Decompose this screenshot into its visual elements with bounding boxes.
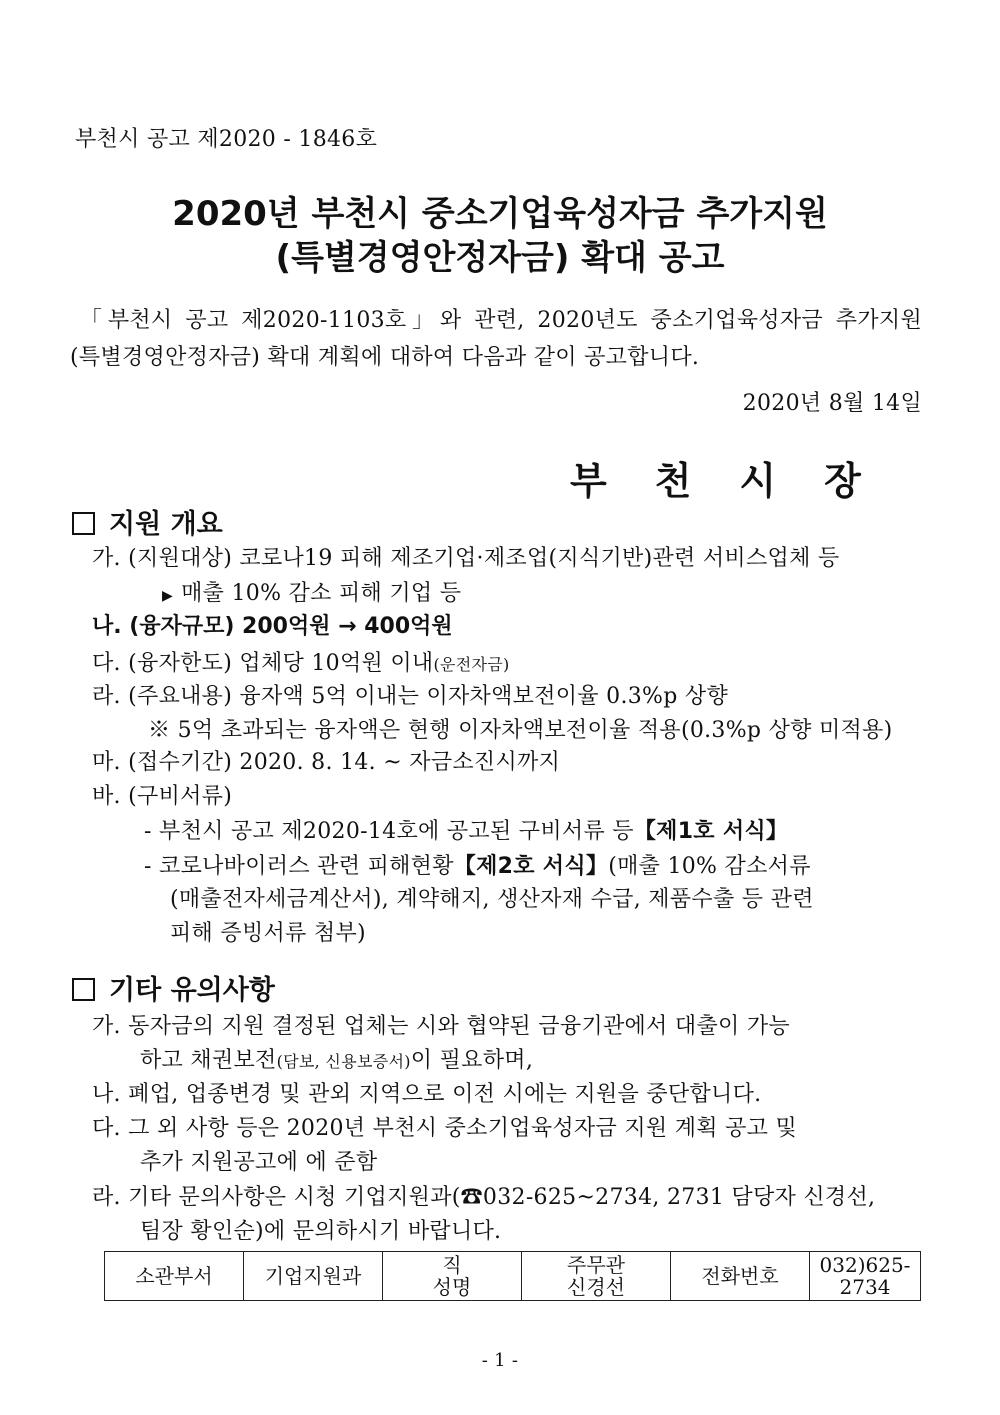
note-ga-line2-end: 이 필요하며, <box>410 1048 534 1073</box>
position-name-value-cell <box>522 1252 671 1301</box>
position-label: 직 <box>442 1253 462 1277</box>
phone-value-cell: 032)625-2734 <box>810 1252 921 1301</box>
notice-date: 2020년 8월 14일 <box>742 391 922 416</box>
page-number: - 1 - <box>481 1350 519 1371</box>
dept-label-cell: 소관부서 <box>105 1252 244 1301</box>
issuer-name: 부천시장 <box>570 459 909 503</box>
note-ga-line1: 가. 동자금의 지원 결정된 업체는 시와 협약된 금융기관에서 대출이 가능 <box>92 1014 790 1039</box>
required-documents-item2-line3: 피해 증빙서류 첨부) <box>170 921 366 946</box>
note-ga-line2 <box>140 1043 533 1074</box>
required-documents-item2 <box>144 849 811 880</box>
note-ga-line2-text: 하고 채권보전 <box>140 1048 277 1073</box>
position-name-label-cell <box>383 1252 522 1301</box>
section2-heading <box>72 968 275 1007</box>
support-target: 가. (지원대상) 코로나19 피해 제조기업·제조업(지식기반)관련 서비스업체 등 <box>92 546 840 571</box>
required-doc1-text: - 부천시 공고 제2020-14호에 공고된 구비서류 등 <box>144 819 634 844</box>
section1-title: 지원 개요 <box>109 509 223 540</box>
contact-table <box>104 1251 921 1301</box>
loan-limit-note: (운전자금) <box>433 655 510 674</box>
main-content: 라. (주요내용) 융자액 5억 이내는 이자차액보전이율 0.3%p 상향 <box>92 684 729 709</box>
section2-title: 기타 유의사항 <box>109 975 275 1006</box>
main-content-note: ※ 5억 초과되는 융자액은 현행 이자차액보전이율 적용(0.3%p 상향 미적용) <box>148 718 893 743</box>
support-target-sub <box>162 576 461 607</box>
note-ra-line2: 팀장 황인순)에 문의하시기 바랍니다. <box>140 1219 502 1244</box>
table-row <box>105 1252 921 1301</box>
section1-heading <box>72 502 223 541</box>
loan-limit <box>92 646 510 677</box>
required-documents-item2-line2: (매출전자세금계산서), 계약해지, 생산자재 수급, 제품수출 등 관련 <box>170 887 814 912</box>
application-period: 마. (접수기간) 2020. 8. 14. ~ 자금소진시까지 <box>92 750 561 775</box>
document-title-line1: 2020년 부천시 중소기업육성자금 추가지원 <box>172 194 828 234</box>
note-ra-line1: 라. 기타 문의사항은 시청 기업지원과(☎032-625~2734, 2731 담당자 신경선, <box>92 1185 876 1210</box>
required-doc2-rest: (매출 10% 감소서류 <box>608 854 811 879</box>
support-target-sub-text: 매출 10% 감소 피해 기업 등 <box>181 581 462 606</box>
checkbox-square-icon <box>72 512 95 535</box>
note-da-line1: 다. 그 외 사항 등은 2020년 부천시 중소기업육성자금 지원 계획 공고 및 <box>92 1116 798 1141</box>
note-na: 나. 폐업, 업종변경 및 관외 지역으로 이전 시에는 지원을 중단합니다. <box>92 1082 762 1107</box>
note-ga-small: (담보, 신용보증서) <box>276 1052 411 1071</box>
required-doc2-text: - 코로나바이러스 관련 피해현황 <box>144 854 454 879</box>
position-value: 주무관 <box>567 1253 625 1277</box>
document-title-line2: (특별경영안정자금) 확대 공고 <box>275 238 725 278</box>
required-documents-item1 <box>144 814 788 845</box>
required-documents: 바. (구비서류) <box>92 784 233 809</box>
triangle-bullet-icon: ▶ <box>162 588 174 604</box>
checkbox-square-icon <box>72 978 95 1001</box>
form2-label: 【제2호 서식】 <box>453 854 609 879</box>
intro-line1: 「부천시 공고 제2020-1103호」와 관련, 2020년도 중소기업육성자금 추가지원 <box>80 308 922 333</box>
notice-number: 부천시 공고 제2020 - 1846호 <box>75 127 378 152</box>
loan-limit-text: 다. (융자한도) 업체당 10억원 이내 <box>92 651 434 676</box>
dept-value-cell: 기업지원과 <box>244 1252 383 1301</box>
phone-label-cell: 전화번호 <box>671 1252 810 1301</box>
loan-scale: 나. (융자규모) 200억원 → 400억원 <box>92 614 453 639</box>
name-label: 성명 <box>432 1275 472 1299</box>
intro-line2: (특별경영안정자금) 확대 계획에 대하여 다음과 같이 공고합니다. <box>70 345 700 370</box>
note-da-line2: 추가 지원공고에 에 준함 <box>140 1150 378 1175</box>
name-value: 신경선 <box>567 1275 625 1299</box>
form1-label: 【제1호 서식】 <box>633 819 789 844</box>
